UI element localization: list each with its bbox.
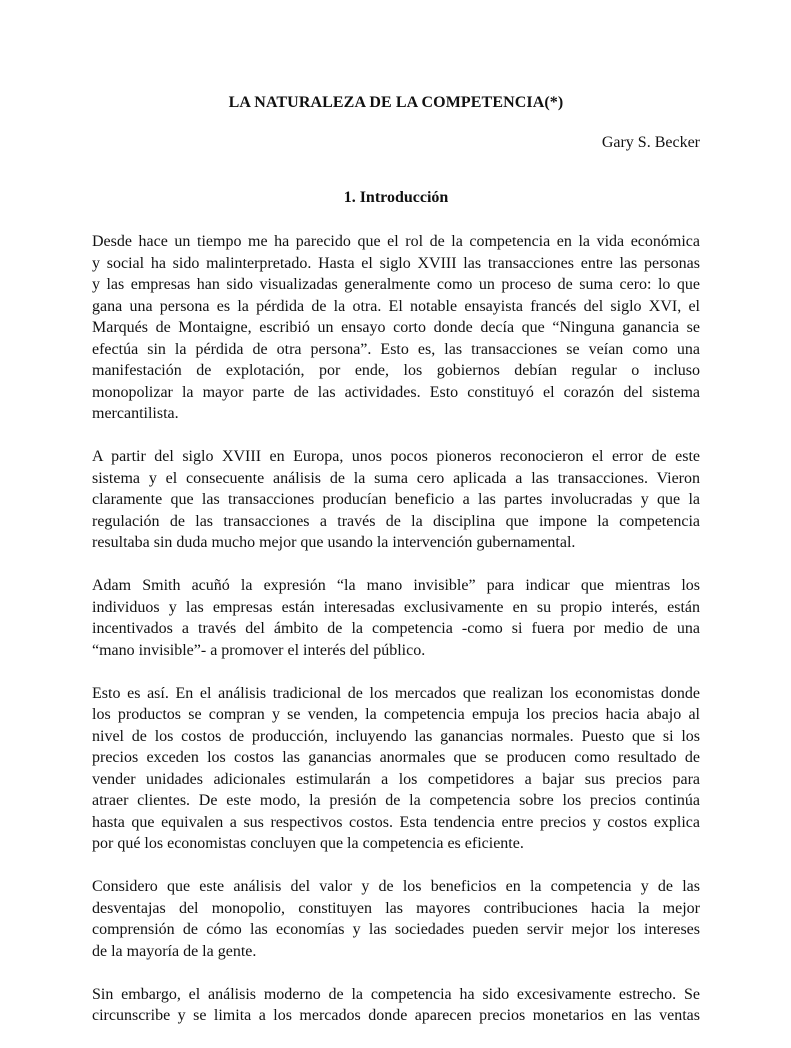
text-line: vender unidades adicionales estimularán a los competidores a bajar sus precios para [92,770,700,788]
text-line: “mano invisible”- a promover el interés del público. [92,641,426,659]
section-heading: 1. Introducción [343,189,449,206]
text-line: claramente que las transacciones producían beneficio a las partes involucradas y que la [92,491,700,508]
paragraph-2 [92,446,700,554]
text-line: Desde hace un tiempo me ha parecido que el rol de la competencia en la vida económica [92,233,700,250]
text-line: resultaba sin duda mucho mejor que usando la intervención gubernamental. [92,534,576,551]
text-line: monopolizar la mayor parte de las actividades. Esto constituyó el corazón del sistema [92,383,700,401]
text-line: gana una persona es la pérdida de la otra. El notable ensayista francés del siglo XVI, el [92,297,700,315]
text-line: comprensión de cómo las economías y las sociedades pueden servir mejor los intereses [92,921,700,938]
text-line: Considero que este análisis del valor y de los beneficios en la competencia y de las [92,878,700,895]
paragraph-1 [92,231,700,425]
paragraph-3 [92,575,700,661]
text-line: mercantilista. [92,405,179,422]
paragraph-5 [92,876,700,962]
paragraph-6 [92,984,700,1027]
author-name: Gary S. Becker [601,134,700,151]
text-line: precios exceden los costos las ganancias anormales que se producen como resultado de [92,749,700,766]
text-line: manifestación de explotación, por ende, los gobiernos debían regular o incluso [92,362,700,379]
document-body [92,231,700,1048]
text-line: regulación de las transacciones a través de la disciplina que impone la competencia [92,512,700,530]
text-line: nivel de los costos de producción, incluyendo las ganancias normales. Puesto que si los [92,727,700,745]
text-line: individuos y las empresas están interesadas exclusivamente en su propio interés, están [92,598,700,616]
text-line: sistema y el consecuente análisis de la suma cero aplicada a las transacciones. Vieron [92,469,700,487]
text-line: hasta que equivalen a sus respectivos costos. Esta tendencia entre precios y costos explica [92,813,700,831]
text-line: Marqués de Montaigne, escribió un ensayo corto donde decía que “Ninguna ganancia se [92,319,700,336]
text-line: y social ha sido malinterpretado. Hasta el siglo XVIII las transacciones entre las personas [92,254,700,272]
text-line: los productos se compran y se venden, la competencia empuja los precios hacia abajo al [92,706,700,723]
text-line: de la mayoría de la gente. [92,942,257,960]
text-line: atraer clientes. De este modo, la presión de la competencia sobre los precios continúa [92,792,700,809]
document-title: LA NATURALEZA DE LA COMPETENCIA(*) [228,94,564,111]
text-line: y las empresas han sido visualizadas generalmente como un proceso de suma cero: lo que [92,276,700,293]
text-line: efectúa sin la pérdida de otra persona”. Esto es, las transacciones se veían como una [92,340,700,358]
text-line: Adam Smith acuñó la expresión “la mano invisible” para indicar que mientras los [92,577,700,594]
text-line: A partir del siglo XVIII en Europa, unos pocos pioneros reconocieron el error de este [92,448,700,465]
text-line: por qué los economistas concluyen que la competencia es eficiente. [92,835,524,852]
text-line: Esto es así. En el análisis tradicional de los mercados que realizan los economistas donde [92,684,700,702]
text-line: Sin embargo, el análisis moderno de la competencia ha sido excesivamente estrecho. Se [92,985,700,1003]
paragraph-4 [92,683,700,855]
text-line: desventajas del monopolio, constituyen las mayores contribuciones hacia la mejor [92,899,700,917]
text-line: circunscribe y se limita a los mercados donde aparecen precios monetarios en las ventas [92,1007,700,1024]
text-line: incentivados a través del ámbito de la competencia -como si fuera por medio de una [92,620,700,637]
